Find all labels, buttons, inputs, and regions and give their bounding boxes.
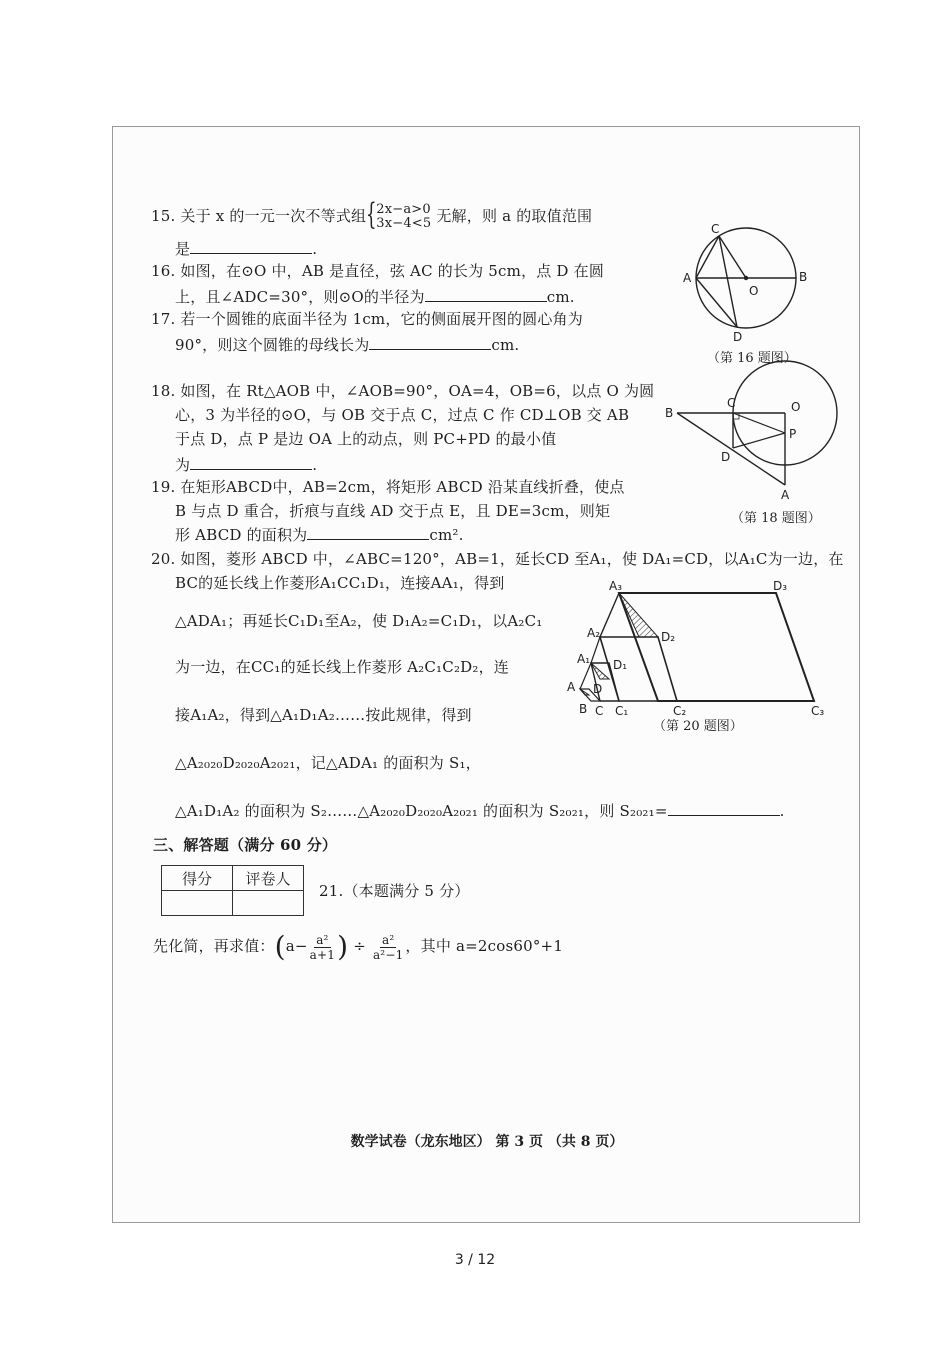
q15-line2-text: 是 bbox=[175, 240, 191, 258]
brace-icon: { bbox=[366, 197, 377, 232]
segment-a1a2 bbox=[591, 637, 600, 663]
q15-suffix: 无解，则 a 的取值范围 bbox=[431, 207, 593, 225]
q20-figure bbox=[549, 579, 834, 719]
fraction-2-denominator: a²−1 bbox=[372, 947, 404, 962]
label-c: C bbox=[595, 704, 604, 718]
q16-unit: cm. bbox=[546, 288, 575, 306]
q20-line1: 20. 如图，菱形 ABCD 中，∠ABC=120°，AB=1，延长CD 至A₁，使 DA₁=CD，以A₁C为一边，在 bbox=[151, 550, 844, 568]
label-c2: C₂ bbox=[673, 704, 687, 718]
label-c1: C₁ bbox=[615, 704, 629, 718]
inequality-1: 2x−a>0 bbox=[376, 202, 431, 217]
q18-line3: 于点 D，点 P 是边 OA 上的动点，则 PC+PD 的最小值 bbox=[175, 430, 557, 448]
q20-line5: 接A₁A₂，得到△A₁D₁A₂……按此规律，得到 bbox=[175, 706, 472, 724]
q17-line1: 17. 若一个圆锥的底面半径为 1cm，它的侧面展开图的圆心角为 bbox=[151, 310, 583, 328]
q18-caption: （第 18 题图） bbox=[731, 511, 821, 526]
q20-line6: △A₂₀₂₀D₂₀₂₀A₂₀₂₁，记△ADA₁ 的面积为 S₁， bbox=[175, 754, 481, 772]
fraction-2 bbox=[373, 933, 403, 962]
page-footer: 数学试卷（龙东地区） 第 3 页 （共 8 页） bbox=[350, 1134, 624, 1150]
q19-line1: 19. 在矩形ABCD中，AB=2cm，将矩形 ABCD 沿某直线折叠，使点 bbox=[151, 478, 625, 496]
q18-line1: 18. 如图，在 Rt△AOB 中，∠AOB=90°，OA=4，OB=6，以点 O 为圆 bbox=[151, 382, 655, 400]
inequality-system bbox=[366, 197, 432, 232]
q16-line2 bbox=[175, 287, 575, 307]
segment-aa1 bbox=[580, 663, 591, 689]
left-paren: ( bbox=[274, 930, 286, 963]
label-d: D bbox=[593, 682, 603, 696]
q21-title: 21.（本题满分 5 分） bbox=[319, 882, 470, 900]
label-a3: A₃ bbox=[609, 579, 623, 593]
label-d1: D₁ bbox=[613, 658, 628, 672]
q16-caption: （第 16 题图） bbox=[707, 351, 797, 366]
q20-end: . bbox=[779, 802, 785, 820]
q20-line4: 为一边，在CC₁的延长线上作菱形 A₂C₁C₂D₂，连 bbox=[175, 658, 510, 676]
rhombus-a3-c2-c3-d3 bbox=[619, 593, 814, 701]
label-c3: C₃ bbox=[811, 704, 825, 718]
q19-unit: cm². bbox=[429, 526, 464, 544]
label-b: B bbox=[799, 270, 808, 284]
q20-line3: △ADA₁；再延长C₁D₁至A₂，使 D₁A₂=C₁D₁，以A₂C₁ bbox=[175, 612, 543, 630]
q15-answer-blank[interactable] bbox=[190, 239, 312, 254]
exam-page bbox=[112, 126, 860, 1223]
fraction-1-numerator: a² bbox=[316, 932, 329, 947]
q15-end: . bbox=[312, 240, 318, 258]
q16-answer-blank[interactable] bbox=[425, 287, 547, 302]
q21-a-minus: a− bbox=[285, 937, 308, 955]
label-b: B bbox=[579, 702, 588, 716]
segment-ab bbox=[677, 413, 785, 485]
label-a: A bbox=[567, 680, 576, 694]
q18-line4 bbox=[175, 455, 317, 475]
label-d: D bbox=[733, 330, 743, 344]
q21-expression bbox=[153, 931, 563, 962]
right-paren: ) bbox=[337, 930, 349, 963]
score-header: 得分 bbox=[162, 866, 233, 891]
q18-line2: 心，3 为半径的⊙O，与 OB 交于点 C，过点 C 作 CD⊥OB 交 AB bbox=[175, 406, 630, 424]
label-o: O bbox=[791, 400, 801, 414]
label-o: O bbox=[749, 284, 759, 298]
q20-answer-blank[interactable] bbox=[668, 801, 780, 816]
q15-prefix: 15. 关于 x 的一元一次不等式组 bbox=[151, 207, 367, 225]
q17-answer-blank[interactable] bbox=[369, 335, 491, 350]
label-a: A bbox=[781, 488, 790, 502]
q19-answer-blank[interactable] bbox=[307, 525, 429, 540]
score-cell[interactable] bbox=[162, 891, 233, 916]
label-a1: A₁ bbox=[577, 652, 591, 666]
q18-figure bbox=[665, 375, 835, 505]
label-a: A bbox=[683, 271, 692, 285]
label-d3: D₃ bbox=[773, 579, 788, 593]
q15-line1 bbox=[151, 197, 593, 232]
q19-line2: B 与点 D 重合，折痕与直线 AD 交于点 E，且 DE=3cm，则矩 bbox=[175, 502, 611, 520]
q16-line2-text: 上，且∠ADC=30°，则⊙O的半径为 bbox=[175, 288, 425, 306]
label-d: D bbox=[721, 450, 731, 464]
inequality-2: 3x−4<5 bbox=[376, 216, 432, 231]
q18-answer-blank[interactable] bbox=[190, 455, 312, 470]
page-indicator: 3 / 12 bbox=[454, 1252, 496, 1268]
q19-line3 bbox=[175, 525, 464, 545]
segment-pc bbox=[733, 413, 785, 433]
section-3-title: 三、解答题（满分 60 分） bbox=[153, 836, 338, 854]
segment-a2a3 bbox=[600, 593, 619, 637]
fraction-2-numerator: a² bbox=[382, 932, 395, 947]
label-c: C bbox=[711, 222, 720, 236]
q21-prefix: 先化简，再求值： bbox=[153, 937, 275, 955]
q20-caption: （第 20 题图） bbox=[653, 719, 743, 734]
q17-line2 bbox=[175, 335, 519, 355]
score-table bbox=[161, 865, 304, 916]
q20-line7 bbox=[175, 801, 785, 821]
grader-cell[interactable] bbox=[233, 891, 304, 916]
grader-header: 评卷人 bbox=[233, 866, 304, 891]
label-p: P bbox=[789, 427, 797, 441]
chord-ac bbox=[696, 236, 719, 278]
q16-figure bbox=[679, 223, 819, 353]
fraction-1 bbox=[310, 933, 335, 962]
q20-line7-text: △A₁D₁A₂ 的面积为 S₂……△A₂₀₂₀D₂₀₂₀A₂₀₂₁ 的面积为 S₂₀₂₁，则 S₂₀₂₁= bbox=[175, 802, 668, 820]
label-b: B bbox=[665, 406, 674, 420]
label-d2: D₂ bbox=[661, 630, 676, 644]
q20-line2: BC的延长线上作菱形A₁CC₁D₁，连接AA₁，得到 bbox=[175, 574, 505, 592]
label-c: C bbox=[727, 396, 736, 410]
q15-line2 bbox=[175, 239, 317, 259]
q18-line4-text: 为 bbox=[175, 456, 191, 474]
center-point bbox=[744, 276, 748, 280]
q18-end: . bbox=[312, 456, 318, 474]
q17-line2-text: 90°，则这个圆锥的母线长为 bbox=[175, 336, 370, 354]
label-a2: A₂ bbox=[587, 626, 601, 640]
divide-sign: ÷ bbox=[353, 937, 366, 955]
q21-suffix: ，其中 a=2cos60°+1 bbox=[405, 937, 564, 955]
q16-line1: 16. 如图，在⊙O 中，AB 是直径，弦 AC 的长为 5cm，点 D 在圆 bbox=[151, 262, 605, 280]
triangle-a2-d2-a3 bbox=[619, 593, 658, 637]
q17-unit: cm. bbox=[491, 336, 520, 354]
q19-line3-text: 形 ABCD 的面积为 bbox=[175, 526, 308, 544]
fraction-1-denominator: a+1 bbox=[309, 947, 336, 962]
